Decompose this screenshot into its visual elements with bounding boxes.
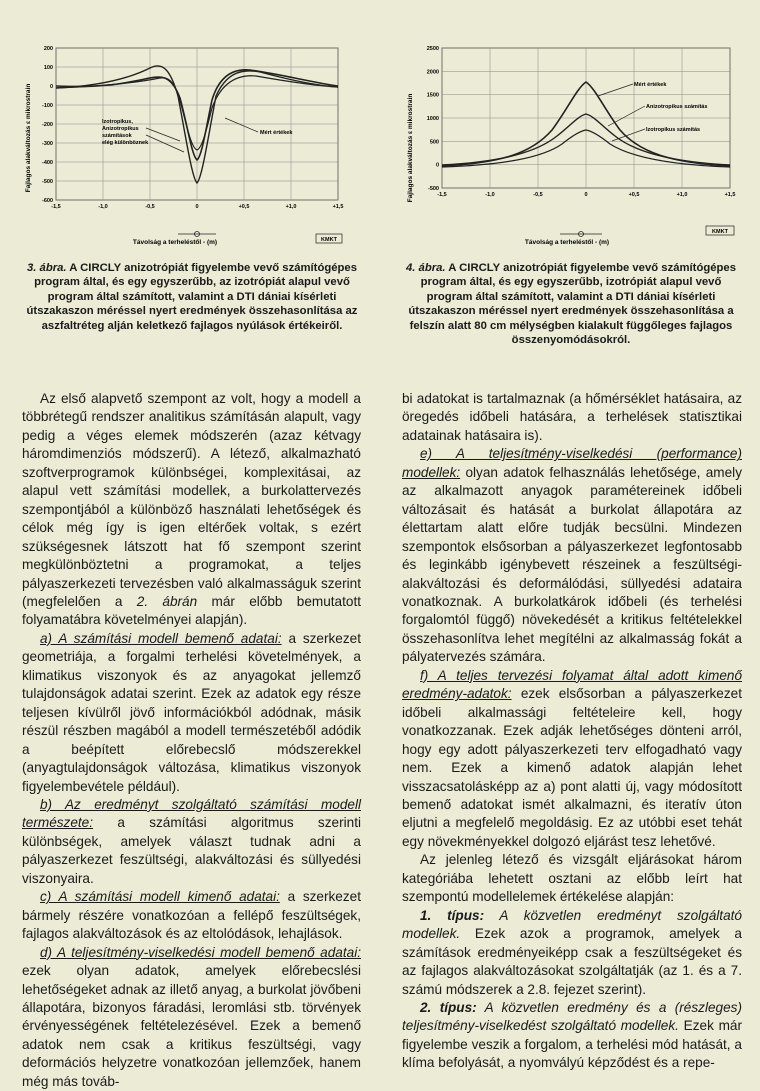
figure-3-grid bbox=[56, 48, 338, 200]
figure-4-xtick-label: -1,5 bbox=[437, 192, 447, 198]
figure-4-xtick-label: +1,0 bbox=[676, 192, 688, 198]
figure-4-label-iso: Izotropikus számítás bbox=[646, 127, 701, 133]
figure-4-ylabel: Fajlagos alakváltozás ε mikrostrain bbox=[407, 93, 414, 203]
figure-3-xtick-label: +1,5 bbox=[332, 204, 344, 210]
paragraph-intro: Az első alapvető szempont az volt, hogy a modell a többrétegű rendszer analitikus számításán alapult, vagy pedig a véges elemek módszerén (azaz kétvagy háromdimenziós módszerű). A létező, alkalmazható szoftverprogramok különbségei, komplexitásai, az alapul vett számítási modellek, a burkolattervezés szempontjából a különböző használati lehetőségek és célok még így is igen eltérőek voltak, s ezért szükségesnek látszott hat fő szempont szerint megkülönböztetni a programokat, a teljes pályaszerkezeti tervezésben való alkalmasságuk szerint (megfelelően a 2. ábrán már előbb bemutatott folyamatábra követelményei alapján). bbox=[22, 391, 362, 628]
figure-3-ytick-label: 0 bbox=[49, 84, 53, 90]
figure-4-ytick-label: 1000 bbox=[426, 116, 439, 122]
figure-3-ytick-label: 100 bbox=[43, 65, 53, 71]
figure-4-ytick-label: -500 bbox=[427, 186, 439, 192]
figure-3-caption-ref: 3. ábra. bbox=[26, 262, 67, 274]
figure-3-ytick-label: -200 bbox=[41, 122, 53, 128]
figure-4-xtick-label: 0 bbox=[584, 192, 588, 198]
figure-4-xtick-label: +0,5 bbox=[628, 192, 640, 198]
figure-3-xtick-label: -0,5 bbox=[145, 204, 155, 210]
figure-3-label-models-1: Izotropikus, bbox=[102, 119, 133, 125]
left-column bbox=[22, 390, 361, 1091]
figure-4-xtick-label: +1,5 bbox=[724, 192, 736, 198]
paragraph-b: b) Az eredményt szolgáltató számítási modell természete: a számítási algoritmus szerinti különbségek, amelyek választ tudnak adni a pályaszerkezet feszültségi, alakváltozási és süllyedési viszonyaira. bbox=[22, 796, 361, 886]
figure-3-label-measured: Mért értékek bbox=[260, 130, 293, 136]
figure-4-chart bbox=[402, 38, 742, 248]
figure-3-ytick-label: -100 bbox=[41, 103, 53, 109]
figure-4-xtick-label: -0,5 bbox=[533, 192, 543, 198]
figure-4-caption bbox=[398, 261, 744, 347]
figure-3-chart bbox=[20, 38, 350, 248]
figure-3-ytick-label: 200 bbox=[43, 46, 53, 52]
paragraph-d: d) A teljesítmény-viselkedési modell bemenő adatai: ezek olyan adatok, amelyek előrebecslési lehetőségeket adnak az illető anyag, a burkolat jövőbeni állapotára, bizonyos fáradási, leromlási stb. törvények érvényességének feltételezésével. Ezek a bemenő adatok nem csak a kritikus feszültségi, vagy deformációs helyzetre vonatkozóan jellemzőek, hanem még más továb- bbox=[22, 944, 361, 1089]
figure-3-label-models-2: Anizotropikus bbox=[102, 126, 139, 132]
figure-4-xlabel: Távolság a terheléstől - (m) bbox=[524, 239, 610, 246]
figure-4-ytick-label: 0 bbox=[435, 162, 439, 169]
figure-3-load-symbol bbox=[178, 232, 216, 237]
figure-3-xtick-label: -1,5 bbox=[51, 204, 61, 210]
figure-4-badge: KMKT bbox=[712, 229, 728, 235]
figure-4-label-measured: Mért értékek bbox=[634, 82, 667, 88]
figure-3-caption bbox=[22, 261, 362, 333]
paragraph-c: c) A számítási modell kimenő adatai: a szerkezet bármely részére vonatkozóan a fellépő feszültségek, fajlagos alakváltozások és az eltolódások, lehajlások. bbox=[22, 889, 361, 942]
paragraph-a: a) A számítási modell bemenő adatai: a szerkezet geometriája, a forgalmi terhelési követelmények, a klimatikus viszonyok és az anyagokat jellemző tulajdonságok adatai szerint. Ezek az adatok egy része teljesen kívülről jövő információkból adódnak, másik részül részben magából a modell természetéből adódik a beépített előrebecslő módszerekkel (anyagtulajdonságok változása, klimatikus viszonyok figyelembevétele például). bbox=[22, 630, 361, 794]
right-column bbox=[402, 390, 742, 1073]
figure-4-ytick-label: 500 bbox=[429, 139, 439, 146]
figure-3-xtick-label: 0 bbox=[195, 204, 199, 210]
figure-3-label-models-4: elég különböznek bbox=[102, 140, 149, 146]
figure-3-badge: KMKT bbox=[321, 237, 337, 243]
figure-3-ytick-label: -300 bbox=[41, 141, 53, 147]
figure-3-ytick-label: -400 bbox=[41, 160, 53, 166]
figure-3-ytick-label: -600 bbox=[41, 198, 53, 204]
figure-4-ytick-label: 2500 bbox=[426, 46, 439, 52]
figure-4-caption-text: A CIRCLY anizotrópiát figyelembe vevő számítógépes program által, és egy egyszerűbb, izotrópiát alapul vevő program által számított, valamint a DTI dániai kísérleti útszakaszon méréssel nyert eredmények összehasonlítása a felszín alatt 80 cm mélységben kialakult függőleges fajlagos összenyomódásokról. bbox=[408, 262, 736, 347]
figure-4-caption-ref: 4. ábra. bbox=[405, 262, 446, 274]
paragraph-e: e) A teljesítmény-viselkedési (performance) modellek: olyan adatok felhasználás lehetősége, amely az alkalmazott anyagok paramétereinek időbeli változásait és hatását a burkolat állapotára az élettartam alatt előre tudják becsülni. Mindezen szempontok elsősorban a pályaszerkezet legfontosabb és leginkább igénybevett részeinek a feszültségi-alakváltozási és deformálódási, süllyedési adataira vonatkoznak. A burkolatkárok időbeli (és terhelési forgalomtól függő) növekedését a kritikus feltételekkel összehasonlítva lehet megítélni az alkalmasság fokát a pályatervezés számára. bbox=[402, 446, 742, 665]
paragraph-f: f) A teljes tervezési folyamat által adott kimenő eredmény-adatok: ezek elsősorban a pályaszerkezet időbeli alkalmassági feltételeire kell, hogy vonatkozzanak. Ezek adják lehetőséges dönteni arról, hogy egy adott pályaszerkezeti terv elfogadható vagy nem. Ezek a kimenő adatok alapján lehet visszacsatolásképp az a) pont alatti új, vagy módosított bemenő adatokat ismét alkalmazni, és iteratív úton eljutni a megfelelő megoldásig. Ez az utóbbi eset tehát egy növekményekkel dolgozó eljárást tesz lehetővé. bbox=[402, 667, 742, 849]
figure-4-ytick-label: 1500 bbox=[426, 92, 439, 99]
figure-4 bbox=[402, 38, 742, 248]
figure-3-xtick-label: +0,5 bbox=[238, 204, 250, 210]
figure-3-ytick-label: -500 bbox=[41, 179, 53, 185]
figure-4-label-aniso: Anizotropikus számítás bbox=[646, 104, 708, 110]
figure-3-caption-text: A CIRCLY anizotrópiát figyelembe vevő számítógépes program által, és egy egyszerűbb, az izotrópiát alapul vevő program által számított, valamint a DTI dániai kísérleti útszakaszon méréssel nyert eredmények összehasonlítása az aszfaltréteg alján keletkező fajlagos nyúlások értékeiről. bbox=[26, 262, 358, 332]
paragraph-type-1: 1. típus: A közvetlen eredményt szolgáltató modellek. Ezek azok a programok, amelyek a számítások eredményeiképp csak a feszültségeket és az fajlagos alakváltozásokat szolgáltatják (az 1. és a 7. számú módszerek a 2.8. fejezet szerint). bbox=[402, 907, 742, 997]
paragraph-continued: bi adatokat is tartalmaznak (a hőmérséklet hatásaira, az öregedés időbeli hatására, a terhelések statisztikai adatainak hatásaira is). bbox=[402, 391, 742, 443]
figure-3-ylabel: Fajlagos alakváltozás ε mikrostrain bbox=[25, 83, 32, 193]
figure-3-xlabel: Távolság a terheléstől - (m) bbox=[132, 239, 218, 246]
figure-4-ytick-label: 2000 bbox=[426, 69, 439, 76]
paragraph-type-2: 2. típus: A közvetlen eredmény és a (részleges) teljesítmény-viselkedést szolgáltató modellek. Ezek már figyelembe veszik a forgalom, a terhelési mód hatását, a klíma befolyását, a nyomvályú képződést és a repe- bbox=[402, 999, 742, 1071]
figure-4-load-symbol bbox=[560, 232, 602, 237]
figure-4-grid bbox=[442, 48, 730, 188]
figure-3 bbox=[20, 38, 350, 248]
figure-3-xtick-label: +1,0 bbox=[285, 204, 297, 210]
paragraph-categories: Az jelenleg létező és vizsgált eljárásokat három kategóriába lehetett osztani az előbb leírt hat szempontú modellelemek értékelése alapján: bbox=[402, 852, 742, 905]
figure-3-xtick-label: -1,0 bbox=[98, 204, 108, 210]
figure-3-label-models-3: számítások bbox=[102, 133, 132, 139]
figure-4-xtick-label: -1,0 bbox=[485, 192, 495, 198]
